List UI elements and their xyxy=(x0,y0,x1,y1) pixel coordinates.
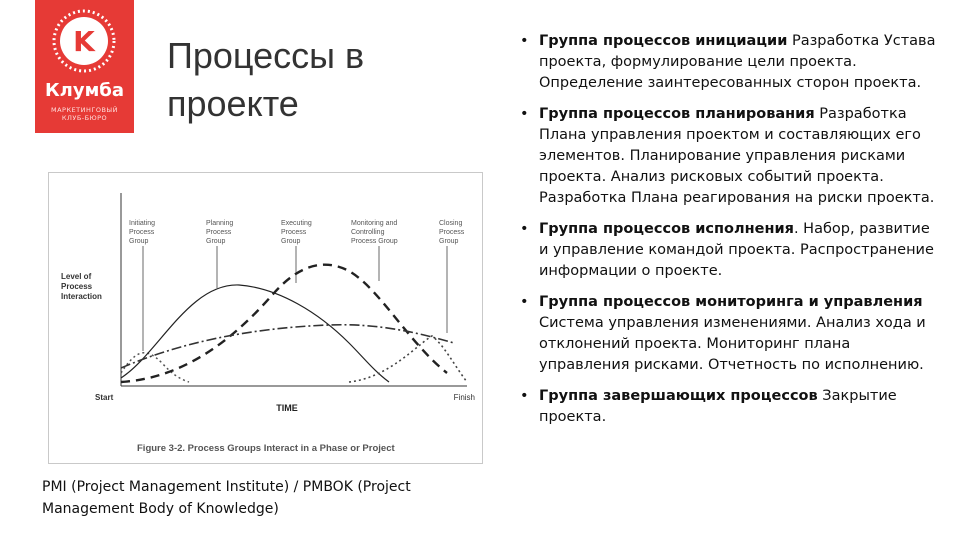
y-axis-label-line: Process xyxy=(61,282,93,291)
group-label-line: Monitoring and xyxy=(351,220,398,227)
klumba-logo xyxy=(35,0,134,133)
logo-name: Клумба xyxy=(44,80,125,101)
list-item-heading: Группа процессов исполнения xyxy=(539,221,794,237)
group-label-line: Group xyxy=(439,238,459,245)
slide-title xyxy=(167,32,364,128)
group-label-initiating xyxy=(129,220,155,245)
group-label-line: Group xyxy=(281,238,301,245)
finish-label: Finish xyxy=(453,393,475,402)
list-item xyxy=(518,386,938,428)
x-axis-label: TIME xyxy=(276,403,298,413)
list-item-text: Закрытие проекта. xyxy=(539,388,897,425)
logo-subtitle-line2: КЛУБ-БЮРО xyxy=(61,114,108,122)
group-label-closing xyxy=(439,220,465,245)
y-axis-label-line: Level of xyxy=(61,272,92,281)
group-pointers xyxy=(143,246,447,351)
group-label-line: Group xyxy=(206,238,226,245)
planning-curve xyxy=(121,285,389,382)
list-item xyxy=(518,31,938,94)
list-item-heading: Группа процессов инициации xyxy=(539,33,788,49)
process-groups-list xyxy=(518,31,938,438)
list-item xyxy=(518,104,938,209)
executing-curve xyxy=(121,265,447,382)
start-label: Start xyxy=(95,393,114,402)
group-label-line: Group xyxy=(129,238,149,245)
list-item-text: Разработка Устава проекта, формулирование цели проекта. Определение заинтересованных сторон проекта. xyxy=(539,33,936,91)
process-groups-diagram xyxy=(49,173,482,463)
group-label-line: Process xyxy=(206,229,232,236)
y-axis-label-line: Interaction xyxy=(61,292,102,301)
group-label-line: Process Group xyxy=(351,238,398,245)
logo-ring-icon xyxy=(51,8,117,74)
monitoring-curve xyxy=(121,325,454,368)
group-label-line: Controlling xyxy=(351,229,385,236)
group-label-line: Initiating xyxy=(129,220,156,227)
list-item-heading: Группа процессов планирования xyxy=(539,106,815,122)
reference-note: PMI (Project Management Institute) / PMBOK (Project Management Body of Knowledge) xyxy=(42,479,411,517)
list-item-heading: Группа завершающих процессов xyxy=(539,388,818,404)
group-label-executing xyxy=(281,220,312,245)
group-label-line: Process xyxy=(439,229,465,236)
list-item-text: Система управления изменениями. Анализ хода и отклонений проекта. Мониторинг плана управления рисками. Отчетность по исполнению. xyxy=(539,315,926,373)
list-item-heading: Группа процессов мониторинга и управления xyxy=(539,294,923,310)
group-label-line: Closing xyxy=(439,220,463,227)
figure-caption: Figure 3-2. Process Groups Interact in a Phase or Project xyxy=(137,443,395,454)
group-label-line: Process xyxy=(281,229,307,236)
group-label-planning xyxy=(206,220,233,245)
list-item xyxy=(518,219,938,282)
group-label-monitoring xyxy=(351,220,398,245)
group-label-line: Executing xyxy=(281,220,312,227)
list-item-text: Разработка Плана управления проектом и составляющих его элементов. Планирование управления рисками проекта. Анализ рисковых событий проекта. Разработка Плана реагирования на риски проекта. xyxy=(539,106,935,206)
logo-letter: K xyxy=(73,25,95,58)
slide-title-line1: Процессы в xyxy=(167,35,365,76)
y-axis-label xyxy=(61,272,102,301)
group-label-line: Planning xyxy=(206,220,234,227)
process-groups-figure xyxy=(48,172,483,464)
logo-subtitle-line1: МАРКЕТИНГОВЫЙ xyxy=(50,106,119,114)
list-item-text: . Набор, развитие и управление командой проекта. Распространение информации о проекте. xyxy=(539,221,934,279)
logo-subtitle xyxy=(35,106,134,122)
slide-title-line2: проекте xyxy=(167,83,299,124)
group-label-line: Process xyxy=(129,229,155,236)
list-item xyxy=(518,292,938,376)
closing-curve xyxy=(349,336,467,382)
